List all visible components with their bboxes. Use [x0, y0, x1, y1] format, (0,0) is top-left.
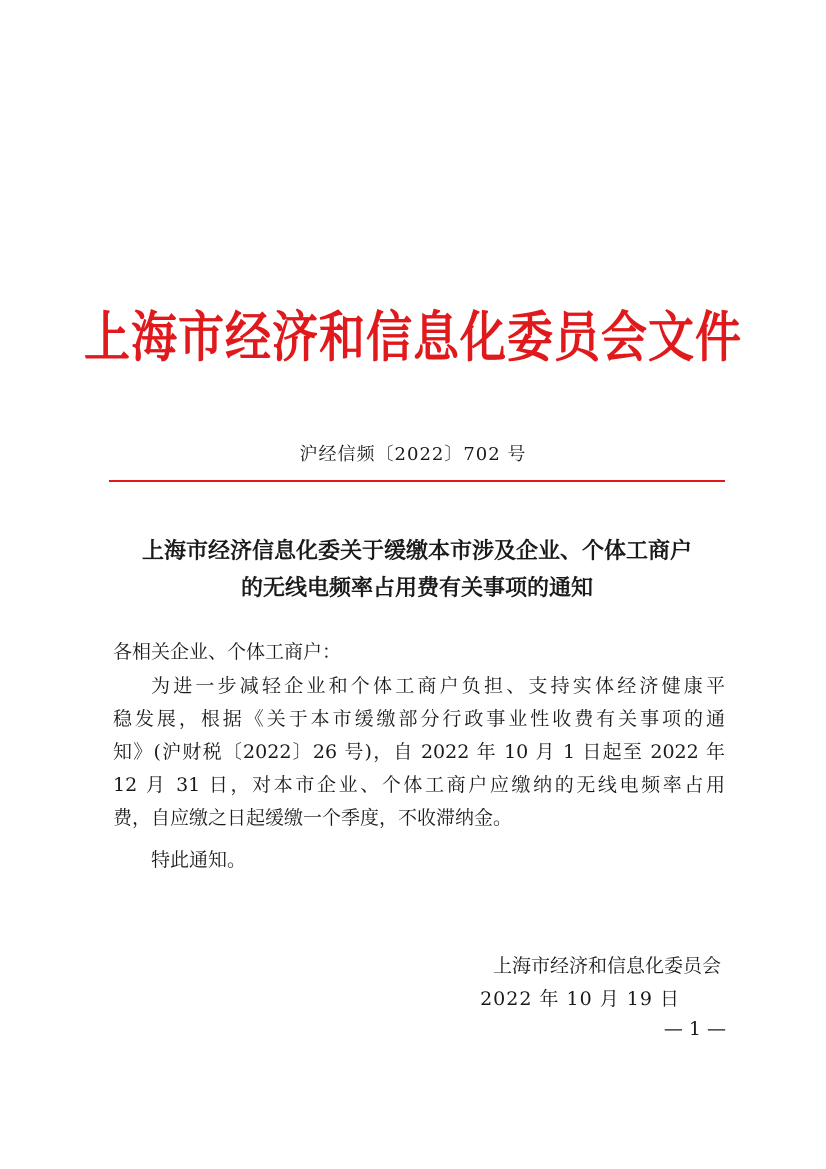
page-number: — 1 — — [663, 1018, 726, 1040]
notice-title-line-1: 上海市经济信息化委关于缓缴本市涉及企业、个体工商户 — [141, 538, 692, 564]
body-line-3: 知》(沪财税〔2022〕26 号)，自 2022 年 10 月 1 日起至 2022 年 — [113, 741, 725, 763]
document-number: 沪经信频〔2022〕702 号 — [299, 444, 527, 465]
signing-organization: 上海市经济和信息化委员会 — [492, 955, 721, 977]
body-paragraph — [113, 670, 725, 835]
masthead-title: 上海市经济和信息化委员会文件 — [84, 305, 742, 370]
body-line-1: 为进一步减轻企业和个体工商户负担、支持实体经济健康平 — [151, 675, 725, 697]
body-line-2: 稳发展，根据《关于本市缓缴部分行政事业性收费有关事项的通 — [113, 708, 725, 730]
closing-phrase: 特此通知。 — [151, 849, 247, 871]
red-divider-line — [109, 480, 725, 482]
body-line-4: 12 月 31 日，对本市企业、个体工商户应缴纳的无线电频率占用 — [113, 774, 725, 796]
salutation: 各相关企业、个体工商户： — [113, 641, 342, 663]
notice-title-line-2: 的无线电频率占用费有关事项的通知 — [240, 575, 593, 601]
body-line-5: 费，自应缴之日起缓缴一个季度，不收滞纳金。 — [113, 807, 513, 829]
notice-title — [100, 533, 734, 607]
signing-date: 2022 年 10 月 19 日 — [480, 988, 680, 1010]
